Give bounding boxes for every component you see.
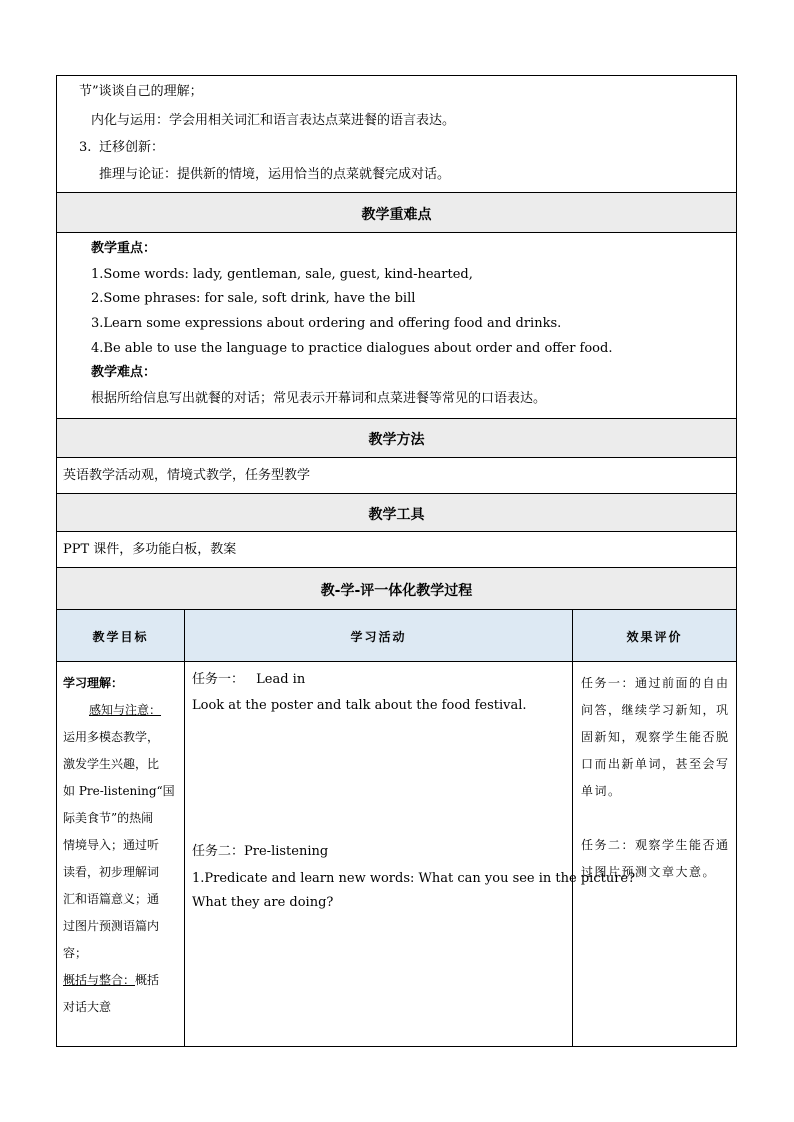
task1-text: Look at the poster and talk about the food festival.	[192, 698, 527, 713]
focus-item-3: 3.Learn some expressions about ordering and offering food and drinks.	[91, 316, 562, 331]
tools-header: 教学工具	[368, 507, 425, 523]
focus-item-1: 1.Some words: lady, gentleman, sale, guest, kind-hearted,	[91, 267, 473, 282]
key-points-header: 教学重难点	[361, 207, 432, 223]
objective-line-4: 推理与论证：提供新的情境，运用恰当的点菜就餐完成对话。	[99, 167, 451, 182]
goal-line: 过图片预测语篇内	[63, 919, 160, 933]
objective-line-1: 节”谈谈自己的理解；	[79, 84, 203, 99]
column-divider	[184, 662, 185, 1046]
difficulty-text: 根据所给信息写出就餐的对话；常见表示开幕词和点菜进餐等常见的口语表达。	[91, 391, 547, 406]
method-row	[57, 457, 736, 493]
goal-last-line: 对话大意	[63, 1000, 112, 1014]
goal-line: 汇和语篇意义；通	[63, 892, 160, 906]
tools-row	[57, 531, 736, 567]
goal-line: 际美食节”的热闹	[63, 811, 154, 825]
task2-line-2: What they are doing?	[192, 895, 334, 910]
column-divider	[572, 662, 573, 1046]
method-text: 英语教学活动观，情境式教学，任务型教学	[63, 468, 311, 483]
objective-line-2: 内化与运用：学会用相关词汇和语言表达点菜进餐的语言表达。	[91, 113, 456, 128]
tools-text: PPT 课件，多功能白板，教案	[63, 542, 237, 557]
difficulty-label: 教学难点：	[91, 365, 157, 380]
process-columns-row	[57, 609, 736, 661]
goal-line: 情境导入；通过听	[63, 838, 160, 852]
task1-heading	[192, 672, 305, 688]
lesson-plan-table	[56, 75, 737, 1047]
objectives-section	[57, 76, 736, 192]
focus-item-4: 4.Be able to use the language to practice dialogues about order and offer food.	[91, 341, 613, 356]
evaluation-2: 任务二：观察学生能否通过图片预测文章大意。	[581, 838, 730, 879]
goal-title: 学习理解：	[63, 676, 124, 690]
goal-sub-2-tail: 概括	[135, 973, 160, 987]
column-header-activity: 学习活动	[350, 630, 407, 644]
objective-number-3: 3.	[79, 140, 92, 155]
goal-sub-1: 感知与注意：	[89, 703, 162, 717]
method-header-row	[57, 418, 736, 457]
key-points-body	[57, 232, 736, 418]
task2-line-1: 1.Predicate and learn new words: What can you see in the picture?	[192, 871, 636, 886]
goal-sub-2: 概括与整合：	[63, 973, 136, 987]
method-header: 教学方法	[368, 432, 425, 448]
tools-header-row	[57, 493, 736, 531]
focus-label: 教学重点：	[91, 241, 157, 256]
task2-label: 任务二：	[192, 844, 245, 859]
focus-item-2: 2.Some phrases: for sale, soft drink, have the bill	[91, 291, 416, 306]
goal-cell	[63, 670, 181, 1021]
key-points-header-row	[57, 192, 736, 232]
column-header-evaluation: 效果评价	[626, 630, 683, 644]
process-header: 教-学-评一体化教学过程	[320, 583, 473, 599]
goal-line: 容；	[63, 946, 88, 960]
task1-title: Lead in	[256, 672, 306, 687]
goal-line: 激发学生兴趣，比	[63, 757, 160, 771]
task2-heading	[192, 844, 328, 860]
objective-line-3: 迁移创新：	[99, 140, 165, 155]
task2-title: Pre-listening	[244, 844, 329, 859]
column-header-goal: 教学目标	[92, 630, 149, 644]
task1-label: 任务一：	[192, 672, 245, 687]
goal-line: 读看，初步理解词	[63, 865, 160, 879]
evaluation-cell	[581, 670, 731, 886]
process-header-row	[57, 567, 736, 609]
goal-line: 运用多模态教学，	[63, 730, 160, 744]
evaluation-1: 任务一：通过前面的自由问答，继续学习新知，巩固新知，观察学生能否脱口而出新单词，甚至会写单词。	[581, 676, 730, 798]
goal-line: 如 Pre-listening“国	[63, 784, 175, 798]
process-body-row	[57, 661, 736, 1046]
